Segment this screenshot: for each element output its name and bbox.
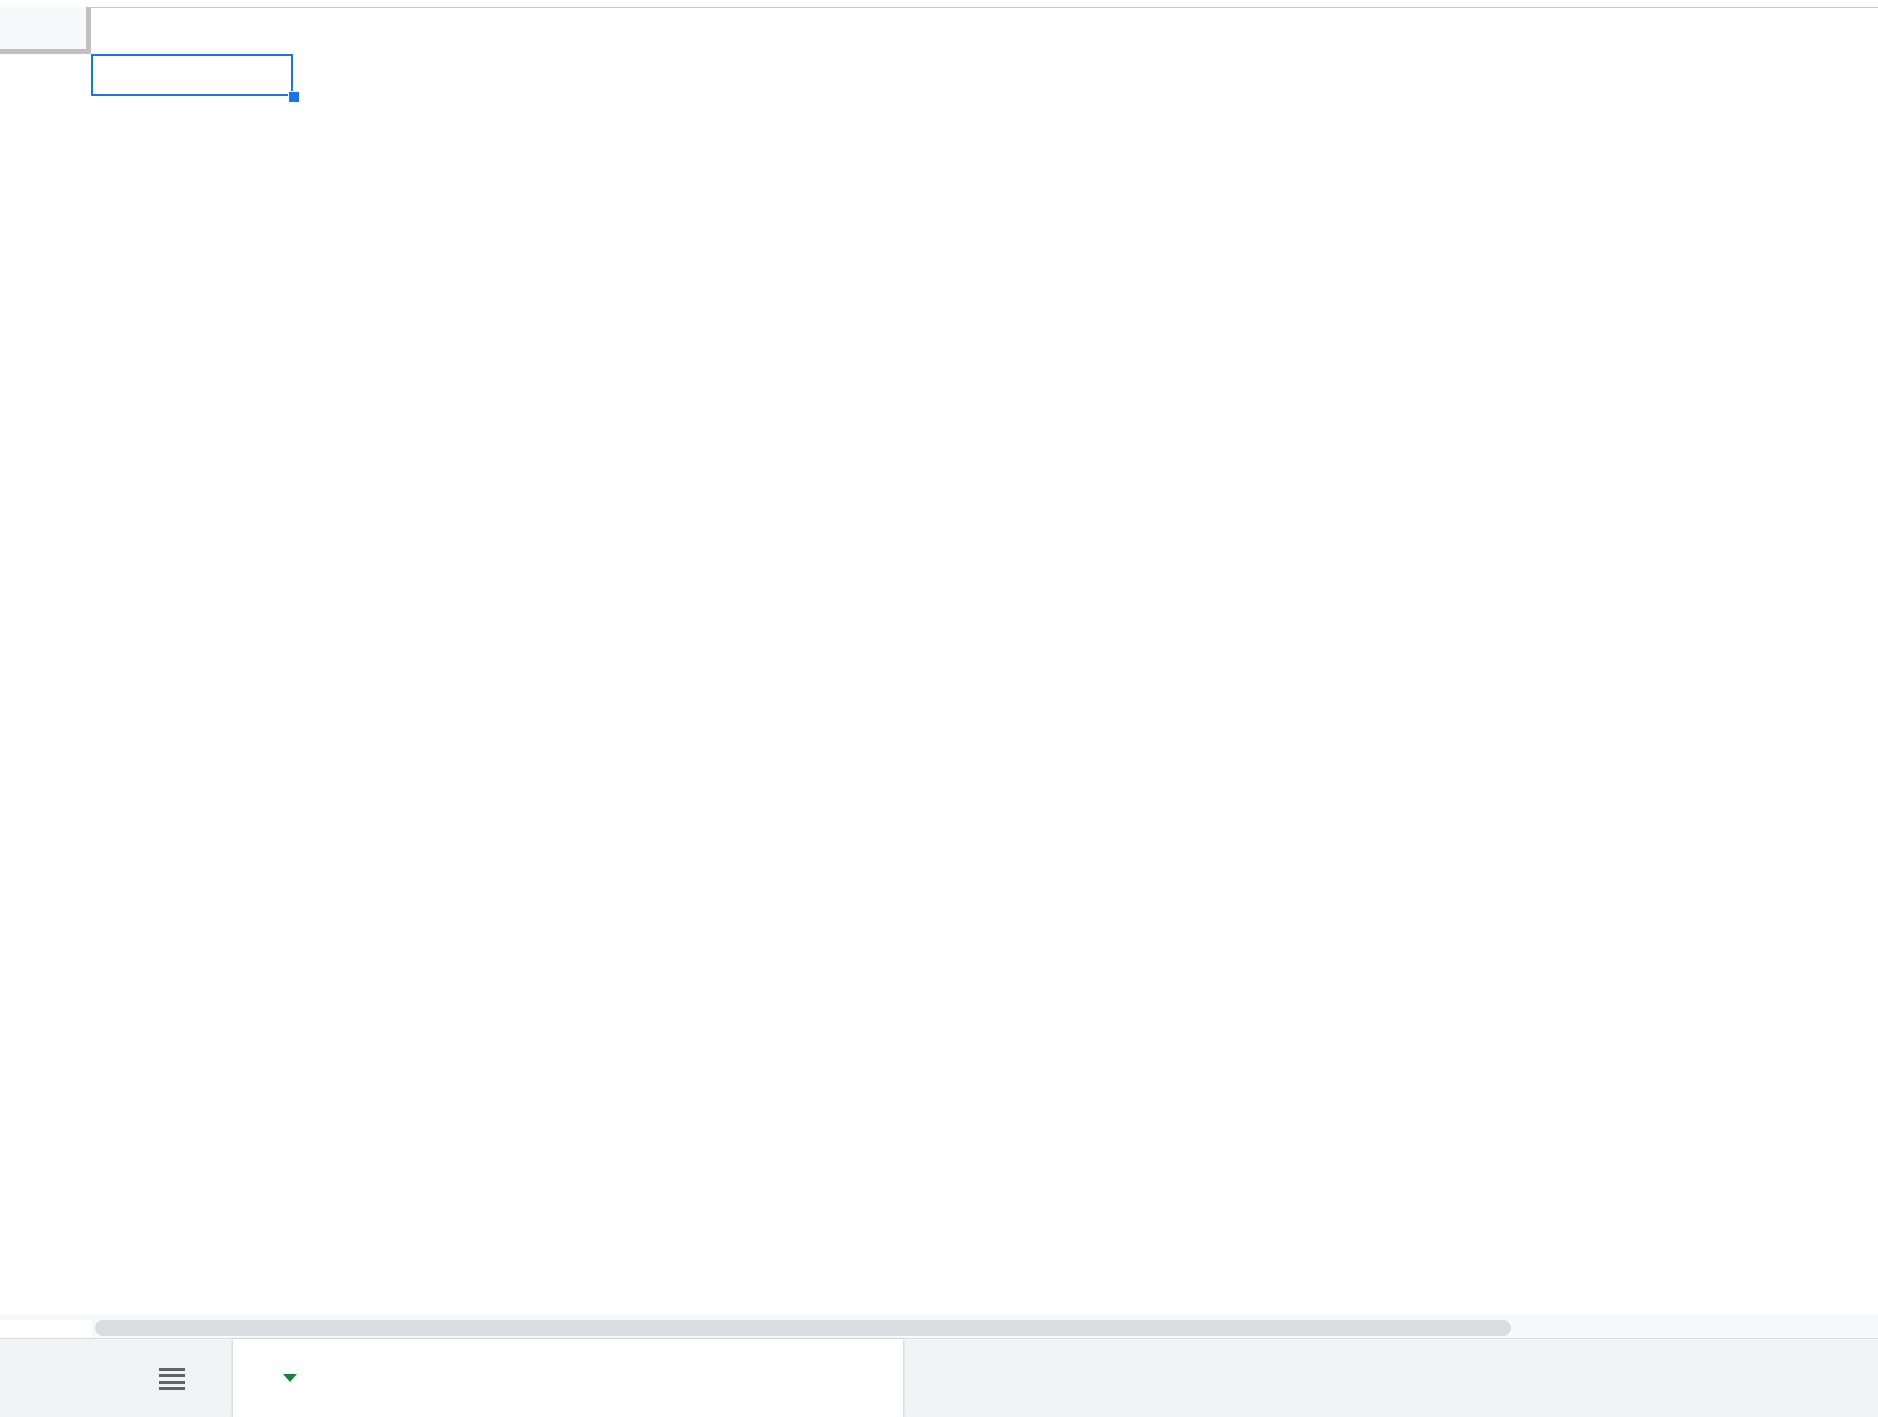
fill-handle[interactable]: [288, 91, 300, 103]
select-all-corner[interactable]: [0, 7, 91, 54]
horizontal-scrollbar-thumb[interactable]: [95, 1320, 1511, 1336]
sheet-tab[interactable]: [233, 1339, 903, 1417]
sheet-tab-bar: [0, 1338, 1878, 1417]
selected-cell-outline: [91, 54, 293, 96]
toolbar-edge: [0, 0, 1878, 8]
add-sheet-button[interactable]: [92, 1361, 128, 1397]
menu-icon: [159, 1368, 185, 1390]
caret-down-icon[interactable]: [283, 1374, 297, 1382]
all-sheets-button[interactable]: [154, 1361, 190, 1397]
